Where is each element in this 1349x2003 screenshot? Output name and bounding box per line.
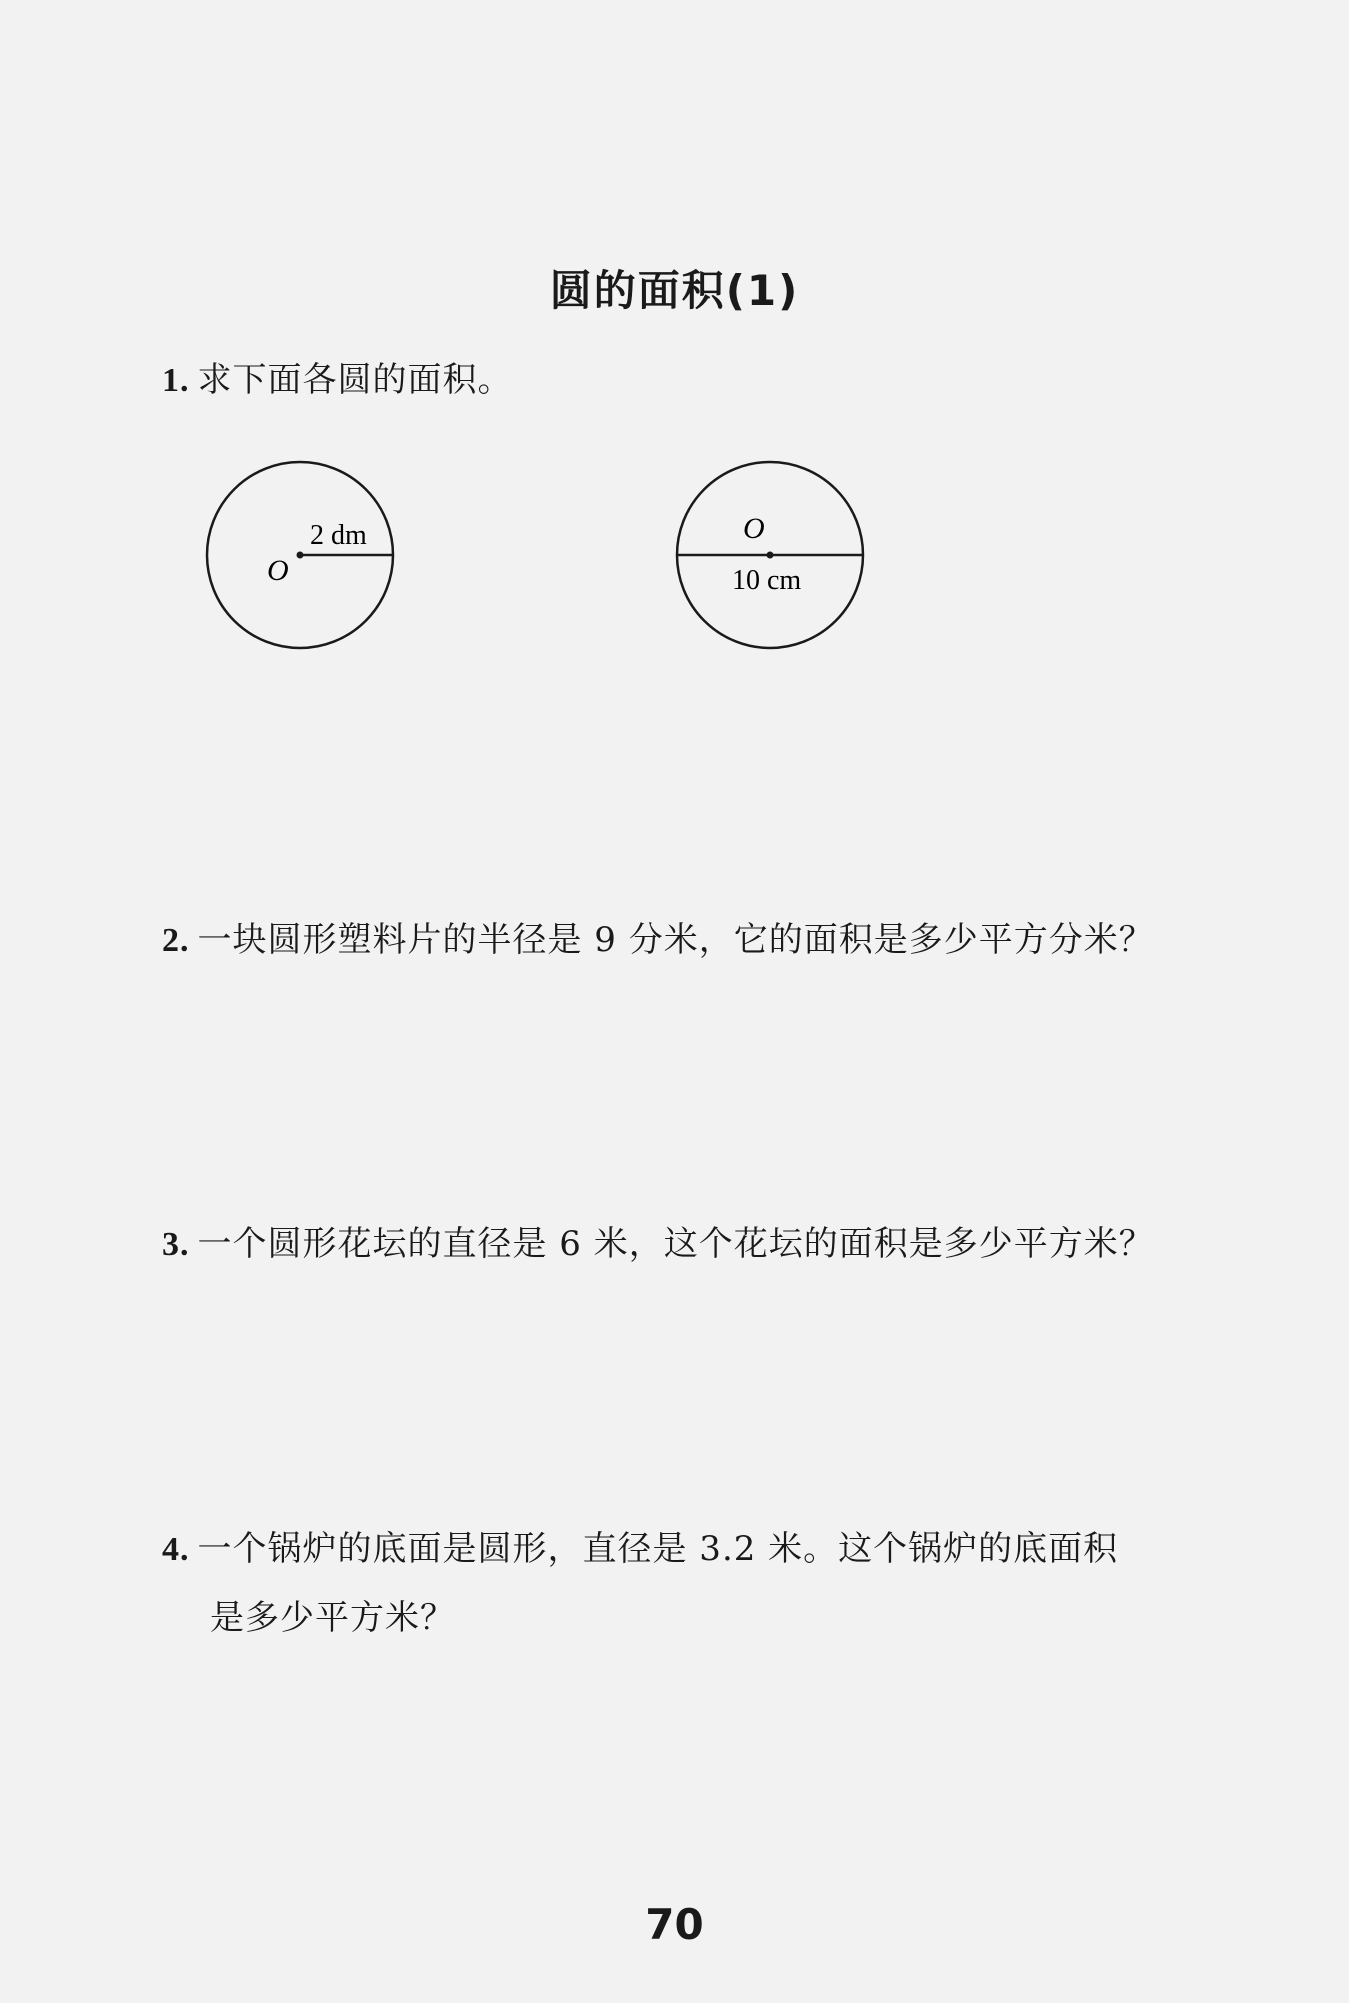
question-text: 一个锅炉的底面是圆形，直径是 3.2 米。这个锅炉的底面积 — [197, 1529, 1119, 1569]
diameter-label: 10 cm — [732, 565, 802, 596]
question-number: 1. — [162, 362, 190, 399]
question-text: 一块圆形塑料片的半径是 9 分米，它的面积是多少平方分米？ — [197, 920, 1154, 960]
radius-label: 2 dm — [310, 520, 367, 551]
center-point — [297, 552, 304, 559]
question-2 — [162, 906, 1242, 975]
circle-diameter-figure — [665, 455, 885, 665]
page-title: 圆的面积(1) — [549, 266, 800, 315]
question-number: 3. — [162, 1226, 190, 1263]
page-number: 70 — [645, 1900, 704, 1949]
question-1 — [162, 346, 1242, 415]
question-number: 2. — [162, 922, 190, 959]
center-label: O — [743, 512, 765, 545]
question-text: 求下面各圆的面积。 — [197, 360, 513, 400]
center-label: O — [267, 554, 289, 587]
question-number: 4. — [162, 1531, 190, 1568]
question-4 — [162, 1515, 1242, 1652]
center-point — [767, 552, 774, 559]
circle-radius-figure — [195, 455, 415, 665]
question-3 — [162, 1210, 1242, 1279]
question-text: 一个圆形花坛的直径是 6 米，这个花坛的面积是多少平方米？ — [197, 1224, 1154, 1264]
question-text-continued: 是多少平方米？ — [210, 1598, 455, 1638]
